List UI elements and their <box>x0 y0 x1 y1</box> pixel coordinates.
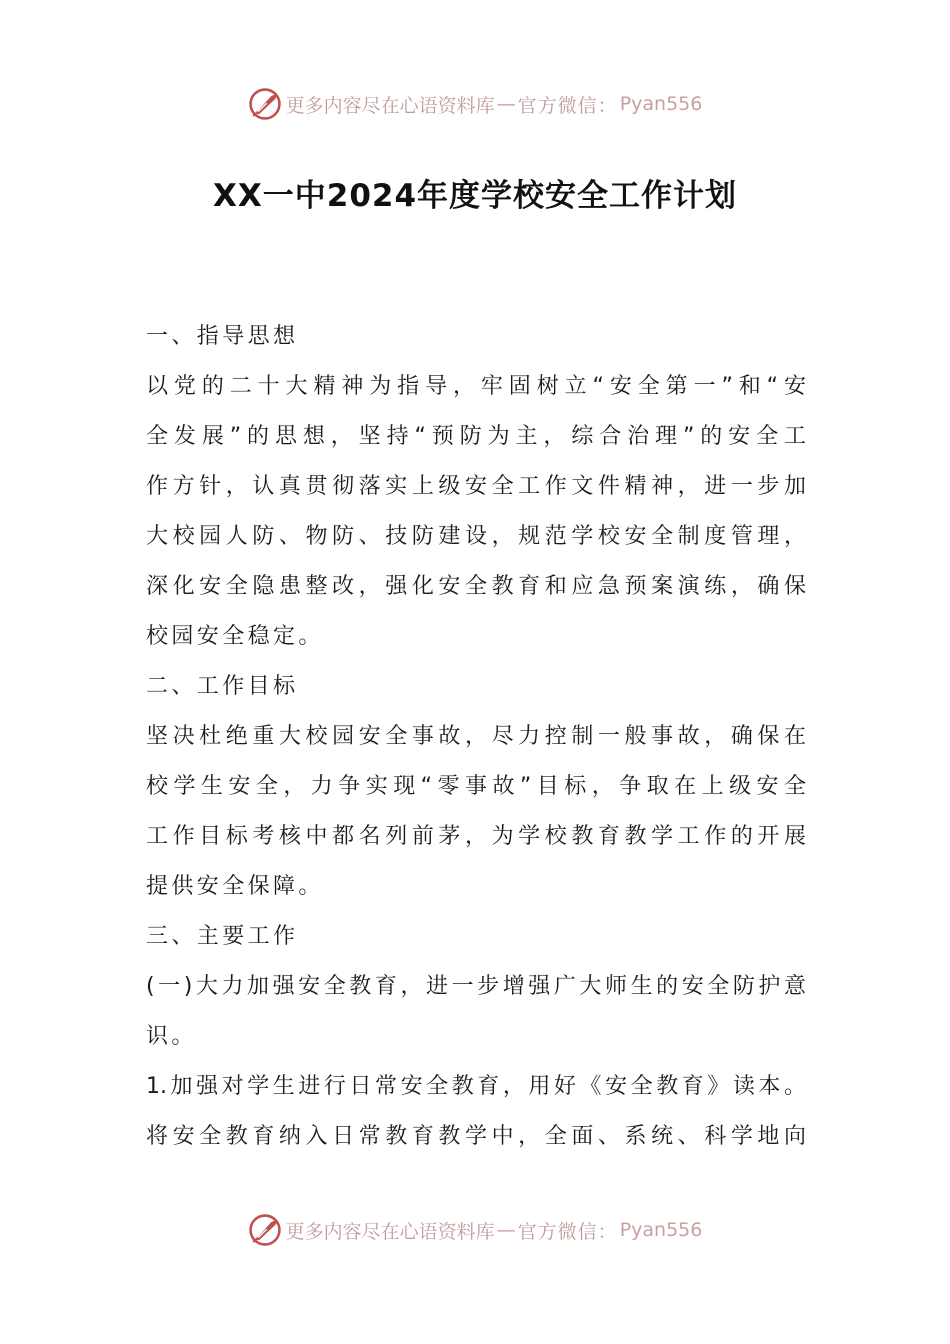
text-line: 工作目标考核中都名列前茅，为学校教育教学工作的开展 <box>146 824 806 849</box>
document-title: XX一中2024年度学校安全工作计划 <box>212 178 738 214</box>
watermark-site-text: 更多内容尽在心语资料库 <box>285 1220 495 1243</box>
document-body <box>146 312 806 1162</box>
text-line: 三、主要工作 <box>146 924 299 949</box>
watermark-wechat-id: Pyan556 <box>619 1219 703 1241</box>
watermark-dash: — <box>496 1219 516 1241</box>
text-line: 以党的二十大精神为指导，牢固树立“安全第一”和“安 <box>146 374 806 399</box>
watermark-official-label: 官方微信： <box>517 94 618 117</box>
text-line: 一、指导思想 <box>146 324 299 349</box>
text-line: 作方针，认真贯彻落实上级安全工作文件精神，进一步加 <box>146 474 806 499</box>
watermark-wechat-id: Pyan556 <box>619 93 703 115</box>
footer-watermark <box>0 1210 950 1250</box>
quill-logo-icon <box>248 1213 282 1247</box>
text-line: (一)大力加强安全教育，进一步增强广大师生的安全防护意 <box>146 974 806 999</box>
text-line: 校园安全稳定。 <box>146 624 324 649</box>
quill-logo-icon <box>248 87 282 121</box>
text-line: 坚决杜绝重大校园安全事故，尽力控制一般事故，确保在 <box>146 724 806 749</box>
watermark-dash: — <box>496 93 516 115</box>
text-line: 校学生安全，力争实现“零事故”目标，争取在上级安全 <box>146 774 806 799</box>
watermark-site-text: 更多内容尽在心语资料库 <box>285 94 495 117</box>
text-line: 1.加强对学生进行日常安全教育，用好《安全教育》读本。 <box>146 1074 806 1099</box>
text-line: 全发展”的思想，坚持“预防为主，综合治理”的安全工 <box>146 424 806 449</box>
text-line: 大校园人防、物防、技防建设，规范学校安全制度管理， <box>146 524 806 549</box>
text-line: 二、工作目标 <box>146 674 299 699</box>
text-line: 提供安全保障。 <box>146 874 324 899</box>
text-line: 深化安全隐患整改，强化安全教育和应急预案演练，确保 <box>146 574 806 599</box>
watermark-official-label: 官方微信： <box>517 1220 618 1243</box>
header-watermark <box>0 84 950 124</box>
text-line: 将安全教育纳入日常教育教学中，全面、系统、科学地向 <box>146 1124 806 1149</box>
text-line: 识。 <box>146 1024 197 1049</box>
